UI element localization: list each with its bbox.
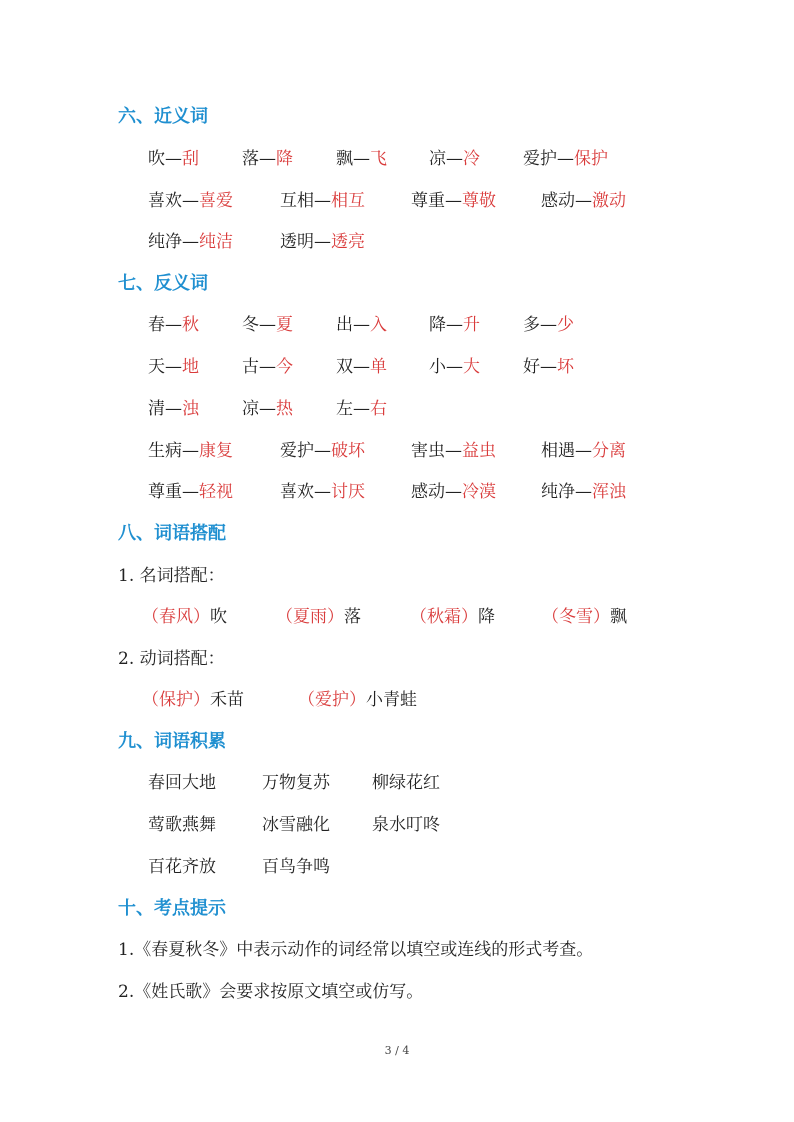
word: 冬 xyxy=(242,315,259,335)
answer-word: 飞 xyxy=(370,149,387,169)
dash: — xyxy=(353,315,370,335)
answer-word: 刮 xyxy=(182,149,199,169)
word: 天 xyxy=(148,357,165,377)
dash: — xyxy=(446,357,463,377)
answer-word: 纯洁 xyxy=(199,232,233,252)
word-pair xyxy=(280,190,365,212)
dash: — xyxy=(182,441,199,461)
word-pair xyxy=(148,440,233,462)
page-number: 3 / 4 xyxy=(384,1044,410,1057)
answer-word: 相互 xyxy=(331,191,365,211)
word-pair xyxy=(336,398,387,420)
answer-word: 秋 xyxy=(182,315,199,335)
answer-word: 激动 xyxy=(592,191,626,211)
word-pair xyxy=(541,190,626,212)
dash: — xyxy=(575,482,592,502)
word-pair xyxy=(429,356,480,378)
idiom: 冰雪融化 xyxy=(262,815,330,835)
dash: — xyxy=(182,191,199,211)
dash: — xyxy=(182,482,199,502)
word-pair xyxy=(242,356,293,378)
dash: — xyxy=(165,315,182,335)
word: 纯净 xyxy=(148,232,182,252)
word: 清 xyxy=(148,399,165,419)
word-pair xyxy=(411,440,496,462)
dash: — xyxy=(353,149,370,169)
section-heading-idioms: 九、词语积累 xyxy=(118,731,226,752)
match-item: （春风）吹 xyxy=(142,607,227,627)
word: 飘 xyxy=(336,149,353,169)
word: 纯净 xyxy=(541,482,575,502)
answer-word: 单 xyxy=(370,357,387,377)
word: 相遇 xyxy=(541,441,575,461)
word: 出 xyxy=(336,315,353,335)
idiom: 百花齐放 xyxy=(148,857,216,877)
answer-word: 入 xyxy=(370,315,387,335)
word: 感动 xyxy=(411,482,445,502)
dash: — xyxy=(259,357,276,377)
answer-word: 浊 xyxy=(182,399,199,419)
word-pair xyxy=(523,314,574,336)
word-pair xyxy=(148,398,199,420)
word-pair xyxy=(411,481,496,503)
answer-word: 益虫 xyxy=(462,441,496,461)
word-pair xyxy=(336,314,387,336)
dash: — xyxy=(557,149,574,169)
word-pair xyxy=(148,314,199,336)
word: 喜欢 xyxy=(280,482,314,502)
answer-word: 夏 xyxy=(276,315,293,335)
word: 双 xyxy=(336,357,353,377)
match-item: （保护）禾苗 xyxy=(142,690,244,710)
tip-item: 2.《姓氏歌》会要求按原文填空或仿写。 xyxy=(118,982,424,1002)
dash: — xyxy=(182,232,199,252)
word: 多 xyxy=(523,315,540,335)
word: 喜欢 xyxy=(148,191,182,211)
answer-word: 今 xyxy=(276,357,293,377)
word-pair xyxy=(541,440,626,462)
word-pair xyxy=(148,481,233,503)
word: 爱护 xyxy=(523,149,557,169)
answer-word: 热 xyxy=(276,399,293,419)
idiom: 柳绿花红 xyxy=(372,773,440,793)
answer-word: 少 xyxy=(557,315,574,335)
idiom: 莺歌燕舞 xyxy=(148,815,216,835)
word-pair xyxy=(411,190,496,212)
word: 落 xyxy=(242,149,259,169)
section-heading-synonyms: 六、近义词 xyxy=(118,106,208,127)
answer-word: 降 xyxy=(276,149,293,169)
dash: — xyxy=(314,191,331,211)
answer-word: 透亮 xyxy=(331,232,365,252)
word: 古 xyxy=(242,357,259,377)
noun-collocation-label: 1. 名词搭配： xyxy=(118,566,225,586)
word-pair xyxy=(242,314,293,336)
answer-word: 讨厌 xyxy=(331,482,365,502)
answer-word: 喜爱 xyxy=(199,191,233,211)
dash: — xyxy=(259,399,276,419)
word-pair xyxy=(336,356,387,378)
word: 凉 xyxy=(242,399,259,419)
dash: — xyxy=(314,232,331,252)
match-item: （秋霜）降 xyxy=(410,607,495,627)
dash: — xyxy=(445,482,462,502)
answer-word: 浑浊 xyxy=(592,482,626,502)
dash: — xyxy=(165,399,182,419)
answer-word: 坏 xyxy=(557,357,574,377)
verb-collocation-label: 2. 动词搭配： xyxy=(118,649,225,669)
word: 感动 xyxy=(541,191,575,211)
dash: — xyxy=(314,441,331,461)
word-pair xyxy=(148,148,199,170)
dash: — xyxy=(540,315,557,335)
word-pair xyxy=(429,314,480,336)
word: 透明 xyxy=(280,232,314,252)
word: 互相 xyxy=(280,191,314,211)
word-pair xyxy=(148,356,199,378)
word: 小 xyxy=(429,357,446,377)
word-pair xyxy=(280,440,365,462)
word-pair xyxy=(541,481,626,503)
word: 春 xyxy=(148,315,165,335)
word: 爱护 xyxy=(280,441,314,461)
match-item: （爱护）小青蛙 xyxy=(298,690,417,710)
dash: — xyxy=(446,149,463,169)
answer-word: 分离 xyxy=(592,441,626,461)
answer-word: 冷 xyxy=(463,149,480,169)
tip-item: 1.《春夏秋冬》中表示动作的词经常以填空或连线的形式考查。 xyxy=(118,940,594,960)
idiom: 百鸟争鸣 xyxy=(262,857,330,877)
section-heading-collocation: 八、词语搭配 xyxy=(118,523,226,544)
answer-word: 冷漠 xyxy=(462,482,496,502)
word-pair xyxy=(148,231,233,253)
idiom: 春回大地 xyxy=(148,773,216,793)
dash: — xyxy=(353,357,370,377)
dash: — xyxy=(165,357,182,377)
word: 好 xyxy=(523,357,540,377)
word: 尊重 xyxy=(411,191,445,211)
match-item: （冬雪）飘 xyxy=(542,607,627,627)
word-pair xyxy=(336,148,387,170)
word-pair xyxy=(148,190,233,212)
word-pair xyxy=(429,148,480,170)
dash: — xyxy=(353,399,370,419)
dash: — xyxy=(575,441,592,461)
dash: — xyxy=(259,315,276,335)
match-item: （夏雨）落 xyxy=(276,607,361,627)
answer-word: 轻视 xyxy=(199,482,233,502)
answer-word: 康复 xyxy=(199,441,233,461)
answer-word: 保护 xyxy=(574,149,608,169)
answer-word: 升 xyxy=(463,315,480,335)
dash: — xyxy=(445,191,462,211)
idiom: 泉水叮咚 xyxy=(372,815,440,835)
word-pair xyxy=(280,481,365,503)
word: 生病 xyxy=(148,441,182,461)
dash: — xyxy=(314,482,331,502)
answer-word: 大 xyxy=(463,357,480,377)
word-pair xyxy=(242,148,293,170)
word: 吹 xyxy=(148,149,165,169)
dash: — xyxy=(446,315,463,335)
word: 尊重 xyxy=(148,482,182,502)
dash: — xyxy=(445,441,462,461)
section-heading-antonyms: 七、反义词 xyxy=(118,273,208,294)
word-pair xyxy=(523,148,608,170)
word: 降 xyxy=(429,315,446,335)
section-heading-tips: 十、考点提示 xyxy=(118,898,226,919)
dash: — xyxy=(259,149,276,169)
word-pair xyxy=(280,231,365,253)
answer-word: 地 xyxy=(182,357,199,377)
answer-word: 尊敬 xyxy=(462,191,496,211)
word: 害虫 xyxy=(411,441,445,461)
dash: — xyxy=(575,191,592,211)
word-pair xyxy=(523,356,574,378)
dash: — xyxy=(540,357,557,377)
word: 左 xyxy=(336,399,353,419)
answer-word: 右 xyxy=(370,399,387,419)
word-pair xyxy=(242,398,293,420)
dash: — xyxy=(165,149,182,169)
answer-word: 破坏 xyxy=(331,441,365,461)
idiom: 万物复苏 xyxy=(262,773,330,793)
word: 凉 xyxy=(429,149,446,169)
